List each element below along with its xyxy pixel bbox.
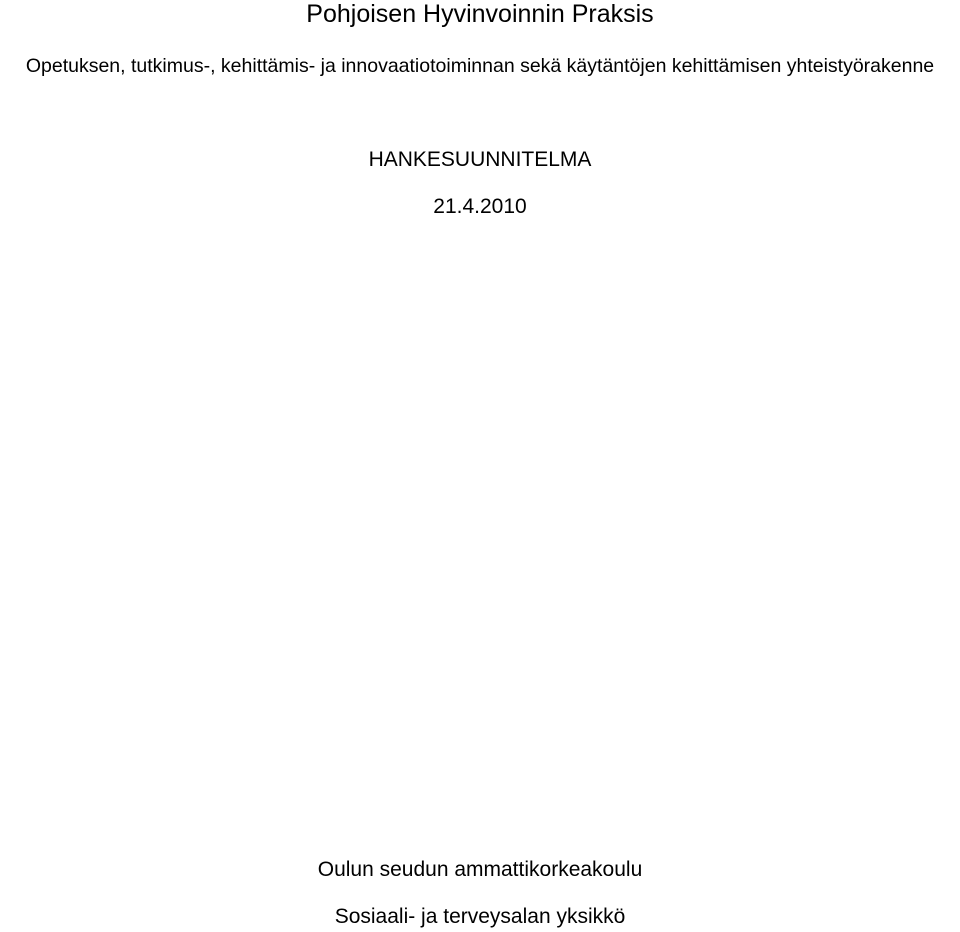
document-type-heading: HANKESUUNNITELMA xyxy=(368,148,592,171)
document-date: 21.4.2010 xyxy=(433,195,527,218)
document-subtitle: Opetuksen, tutkimus-, kehittämis- ja innovaatiotoiminnan sekä käytäntöjen kehittämisen yhteistyörakenne xyxy=(25,55,935,77)
organization-name: Oulun seudun ammattikorkeakoulu xyxy=(317,858,643,881)
organization-unit: Sosiaali- ja terveysalan yksikkö xyxy=(334,905,626,928)
document-title: Pohjoisen Hyvinvoinnin Praksis xyxy=(306,0,654,28)
